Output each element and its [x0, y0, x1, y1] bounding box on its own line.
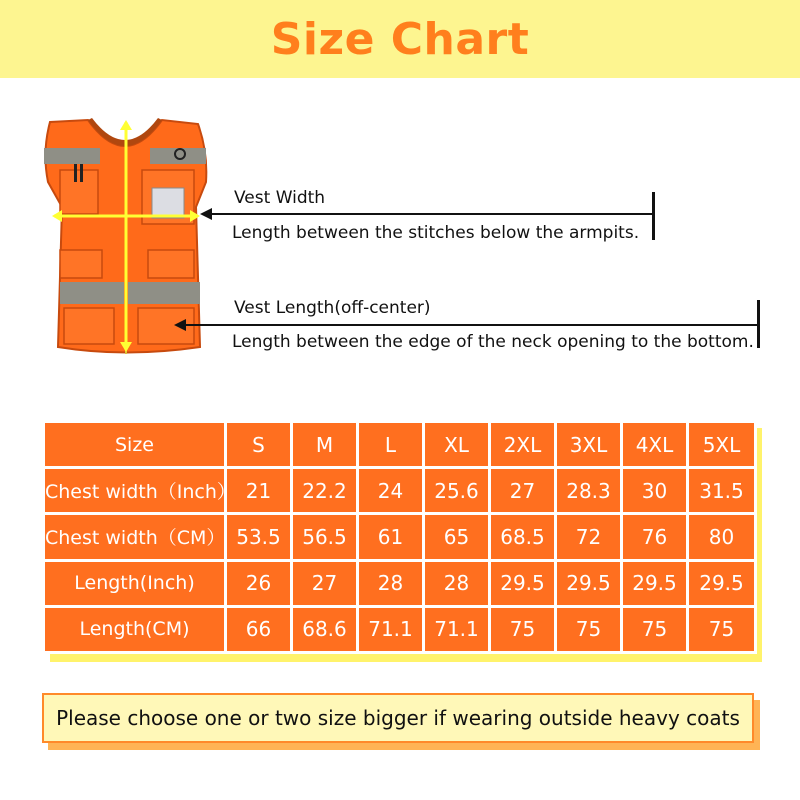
- table-header-row: [44, 422, 756, 468]
- table-cell: 27: [292, 560, 358, 606]
- table-cell: 56.5: [292, 514, 358, 560]
- row-label: Length(Inch): [44, 560, 226, 606]
- table-cell: 29.5: [622, 560, 688, 606]
- table-cell: 75: [490, 606, 556, 652]
- note-box: [42, 693, 754, 743]
- row-label: Chest width（CM）: [44, 514, 226, 560]
- row-label: Length(CM): [44, 606, 226, 652]
- table-cell: 53.5: [226, 514, 292, 560]
- table-cell: 28: [358, 560, 424, 606]
- note-text: Please choose one or two size bigger if wearing outside heavy coats: [56, 706, 740, 730]
- header-cell: M: [292, 422, 358, 468]
- table-row: [44, 514, 756, 560]
- table-cell: 71.1: [358, 606, 424, 652]
- table-cell: 29.5: [490, 560, 556, 606]
- table-cell: 61: [358, 514, 424, 560]
- table-cell: 28.3: [556, 468, 622, 514]
- header-cell: 3XL: [556, 422, 622, 468]
- vest-length-description: Length between the edge of the neck opening to the bottom.: [232, 332, 754, 352]
- page-title: Size Chart: [270, 14, 530, 65]
- table-cell: 30: [622, 468, 688, 514]
- header-cell: 5XL: [688, 422, 756, 468]
- table-cell: 72: [556, 514, 622, 560]
- table-cell: 27: [490, 468, 556, 514]
- header-cell: 2XL: [490, 422, 556, 468]
- table-cell: 21: [226, 468, 292, 514]
- vest-length-label: Vest Length(off-center): [234, 298, 431, 318]
- table-cell: 68.5: [490, 514, 556, 560]
- size-table: [42, 420, 757, 654]
- table-cell: 29.5: [556, 560, 622, 606]
- length-end-bar: [757, 300, 760, 348]
- width-end-bar: [652, 192, 655, 240]
- header-cell: L: [358, 422, 424, 468]
- table-cell: 71.1: [424, 606, 490, 652]
- vest-width-label: Vest Width: [234, 188, 326, 208]
- table-cell: 22.2: [292, 468, 358, 514]
- header-cell: 4XL: [622, 422, 688, 468]
- title-banner: [0, 0, 800, 78]
- table-cell: 68.6: [292, 606, 358, 652]
- table-cell: 75: [622, 606, 688, 652]
- table-cell: 29.5: [688, 560, 756, 606]
- table-cell: 80: [688, 514, 756, 560]
- table-cell: 75: [556, 606, 622, 652]
- length-pointer-line: [184, 324, 760, 326]
- size-table-container: [42, 420, 754, 654]
- table-cell: 75: [688, 606, 756, 652]
- header-cell: Size: [44, 422, 226, 468]
- table-cell: 65: [424, 514, 490, 560]
- table-cell: 28: [424, 560, 490, 606]
- row-label: Chest width（Inch）: [44, 468, 226, 514]
- vest-width-description: Length between the stitches below the armpits.: [232, 223, 640, 243]
- table-cell: 66: [226, 606, 292, 652]
- table-cell: 76: [622, 514, 688, 560]
- table-cell: 24: [358, 468, 424, 514]
- table-row: [44, 606, 756, 652]
- size-advice-note: [42, 693, 754, 743]
- table-cell: 26: [226, 560, 292, 606]
- table-cell: 25.6: [424, 468, 490, 514]
- width-pointer-line: [210, 213, 654, 215]
- table-cell: 31.5: [688, 468, 756, 514]
- header-cell: XL: [424, 422, 490, 468]
- header-cell: S: [226, 422, 292, 468]
- table-row: [44, 468, 756, 514]
- table-row: [44, 560, 756, 606]
